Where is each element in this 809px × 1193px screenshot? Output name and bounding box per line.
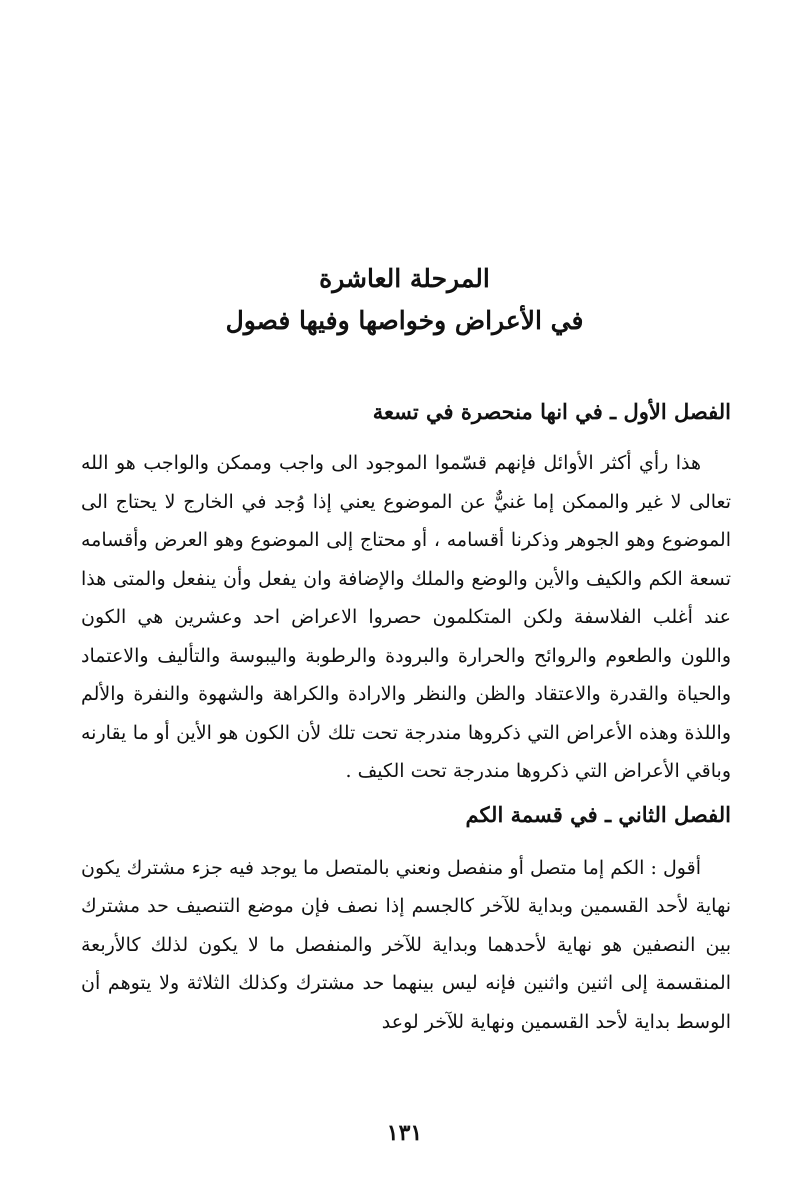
- chapter-header: [0, 258, 809, 342]
- section-heading-2: الفصل الثاني ـ في قسمة الكم: [465, 801, 731, 827]
- chapter-title: المرحلة العاشرة: [319, 264, 490, 293]
- section-heading-1: الفصل الأول ـ في انها منحصرة في تسعة: [372, 399, 731, 424]
- section-paragraph-2: أقول : الكم إما متصل أو منفصل ونعني بالمتصل ما يوجد فيه جزء مشترك يكون نهاية لأحد القسمين وبداية للآخر كالجسم إذا نصف فإن موضع التنصيف حد مشترك بين النصفين هو نهاية لأحدهما وبداية للآخر والمنفصل ما لا يكون لذلك كالأربعة المنقسمة إلى اثنين واثنين فإنه ليس بينهما حد مشترك وكذلك الثلاثة ولا يتوهم أن الوسط بداية لأحد القسمين ونهاية للآخر لوعد: [81, 856, 731, 1033]
- page-number: ١٣١: [386, 1120, 423, 1146]
- section-paragraph-1: هذا رأي أكثر الأوائل فإنهم قسّموا الموجود الى واجب وممكن والواجب هو الله تعالى لا غير والممكن إما غنيٌّ عن الموضوع يعني إذا وُجد في الخارج لا يحتاج الى الموضوع وهو الجوهر وذكرنا أقسامه ، أو محتاج إلى الموضوع وهو العرض وأقسامه تسعة الكم والكيف والأين والوضع والملك والإضافة وان يفعل وأن ينفعل والمتى هذا عند أغلب الفلاسفة ولكن المتكلمون حصروا الاعراض احد وعشرين هي الكون واللون والطعوم والروائح والحرارة والبرودة والرطوبة واليبوسة والتأليف والاعتماد والحياة والقدرة والاعتقاد والظن والنظر والارادة والكراهة والشهوة والنفرة والألم واللذة وهذه الأعراض التي ذكروها مندرجة تحت تلك لأن الكون هو الأين أو ما يقارنه وباقي الأعراض التي ذكروها مندرجة تحت الكيف .: [81, 452, 731, 782]
- page-content: [81, 392, 731, 1045]
- chapter-subtitle: في الأعراض وخواصها وفيها فصول: [225, 306, 584, 335]
